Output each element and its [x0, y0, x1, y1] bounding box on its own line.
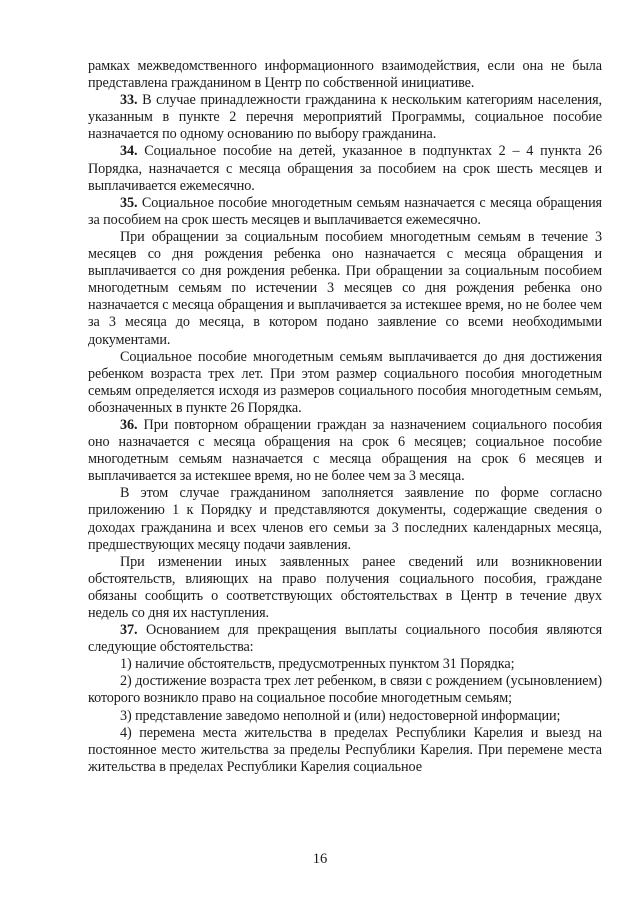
page-number: 16: [312, 851, 328, 867]
paragraph-number: 34.: [120, 143, 138, 160]
list-item-37-4: [88, 725, 602, 776]
paragraph-text: 1) наличие обстоятельств, предусмотренных пунктом 31 Порядка;: [120, 656, 515, 673]
paragraph-text: 4) перемена места жительства в пределах Республики Карелия и выезд на постоянное место жительства за пределы Республики Карелия. При перемене места жительства в пределах Республики Карелия социальное: [88, 724, 602, 775]
paragraph-text: В этом случае гражданином заполняется заявление по форме согласно приложению 1 к Порядку и представляются документы, содержащие сведения о доходах гражданина и всех членов его семьи за 3 последних календарных месяца, предшествующих месяцу подачи заявления.: [88, 485, 602, 553]
paragraph-36-changes: [88, 554, 602, 622]
paragraph-text: Социальное пособие многодетным семьям назначается с месяца обращения за пособием на срок шесть месяцев и выплачивается ежемесячно.: [88, 194, 602, 228]
paragraph-text: Социальное пособие на детей, указанное в подпунктах 2 – 4 пункта 26 Порядка, назначается с месяца обращения за пособием на срок шесть месяцев и выплачивается ежемесячно.: [88, 143, 602, 194]
paragraph-34: [88, 143, 602, 194]
paragraph-text: В случае принадлежности гражданина к нескольким категориям населения, указанным в пункте 2 перечня мероприятий Программы, социальное пособие назначается по одному основанию по выбору гражданина.: [88, 92, 602, 143]
paragraph-35-birth: [88, 229, 602, 349]
paragraph-33: [88, 92, 602, 143]
paragraph-text: При обращении за социальным пособием многодетным семьям в течение 3 месяцев со дня рождения ребенка оно назначается с месяца обращения и выплачивается со дня рождения ребенка. При обращении за социальным пособием многодетным семьям по истечении 3 месяцев со дня рождения ребенка оно назначается с месяца обращения и выплачивается за истекшее время, но не более чем за 3 месяца до месяца, в котором подано заявление со всеми необходимыми документами.: [88, 228, 602, 348]
paragraph-text: При изменении иных заявленных ранее сведений или возникновении обстоятельств, влияющих на право получения социального пособия, граждане обязаны сообщить о соответствующих обстоятельствах в Центр в течение двух недель со дня их наступления.: [88, 553, 602, 621]
paragraph-37: [88, 622, 602, 656]
paragraph-number: 35.: [120, 194, 138, 211]
paragraph-text: рамках межведомственного информационного взаимодействия, если она не была представлена гражданином в Центр по собственной инициативе.: [88, 58, 602, 92]
paragraph-text: Социальное пособие многодетным семьям выплачивается до дня достижения ребенком возраста трех лет. При этом размер социального пособия многодетным семьям определяется исходя из размеров социального пособия многодетным семьям, обозначенных в пункте 26 Порядка.: [88, 348, 602, 416]
paragraph-text: 3) представление заведомо неполной и (или) недостоверной информации;: [120, 707, 561, 724]
paragraph-number: 36.: [120, 416, 138, 433]
paragraph-36-application: [88, 485, 602, 553]
paragraph-number: 37.: [120, 622, 138, 639]
paragraph-continuation: [88, 58, 602, 92]
list-item-37-3: [88, 708, 602, 725]
paragraph-36: [88, 417, 602, 485]
list-item-37-1: [88, 656, 602, 673]
list-item-37-2: [88, 673, 602, 707]
paragraph-35: [88, 195, 602, 229]
body-text: [88, 58, 602, 776]
paragraph-35-age: [88, 349, 602, 417]
paragraph-number: 33.: [120, 92, 138, 109]
paragraph-text: 2) достижение возраста трех лет ребенком, в связи с рождением (усыновлением) которого возникло право на социальное пособие многодетным семьям;: [88, 673, 602, 707]
paragraph-text: При повторном обращении граждан за назначением социального пособия оно назначается с месяца обращения на срок 6 месяцев; социальное пособие многодетным семьям назначается с месяца обращения на срок 6 месяцев и выплачивается за истекшее время, но не более чем за 3 месяца.: [88, 416, 602, 485]
paragraph-text: Основанием для прекращения выплаты социального пособия являются следующие обстоятельства:: [88, 622, 602, 656]
